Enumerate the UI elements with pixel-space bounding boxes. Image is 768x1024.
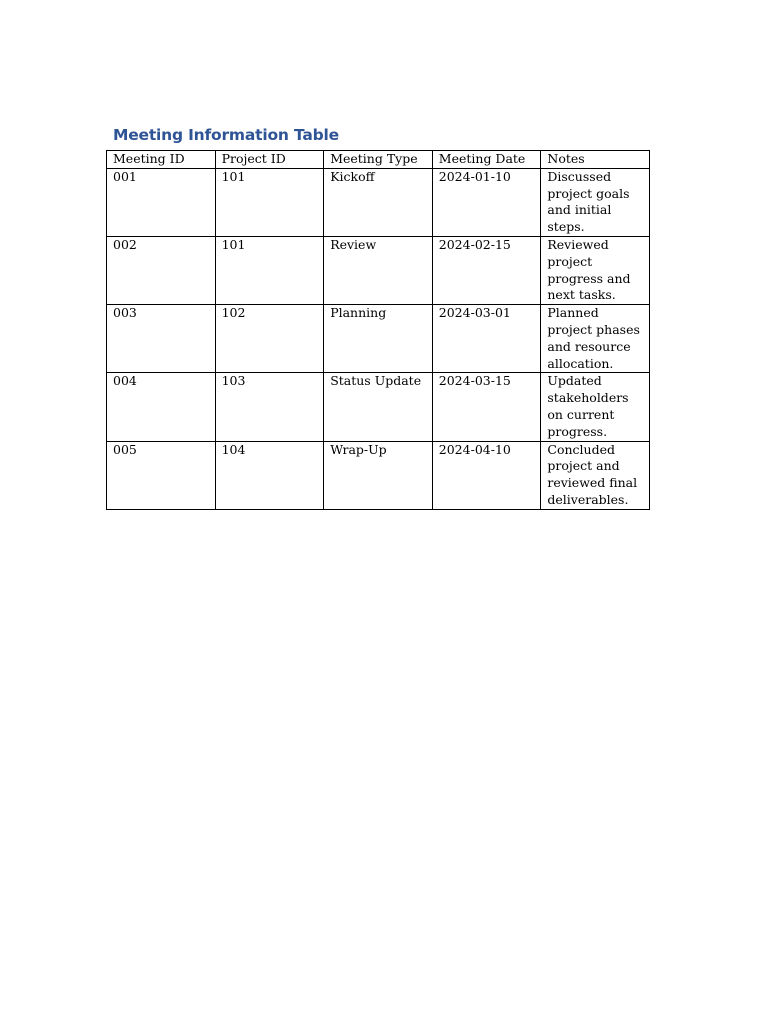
cell-meeting-date: 2024-04-10 xyxy=(432,441,541,509)
cell-meeting-date: 2024-02-15 xyxy=(432,236,541,304)
table-row xyxy=(107,305,650,373)
cell-meeting-date: 2024-01-10 xyxy=(432,168,541,236)
header-meeting-date: Meeting Date xyxy=(432,151,541,169)
cell-meeting-id: 003 xyxy=(107,305,216,373)
cell-notes: Updated stakeholders on current progress. xyxy=(541,373,650,441)
cell-meeting-type: Review xyxy=(324,236,433,304)
cell-notes: Reviewed project progress and next tasks. xyxy=(541,236,650,304)
cell-meeting-type: Planning xyxy=(324,305,433,373)
page-title: Meeting Information Table xyxy=(113,126,339,144)
cell-project-id: 101 xyxy=(215,236,324,304)
table-row xyxy=(107,373,650,441)
cell-project-id: 104 xyxy=(215,441,324,509)
cell-project-id: 103 xyxy=(215,373,324,441)
header-meeting-id: Meeting ID xyxy=(107,151,216,169)
table-header-row xyxy=(107,151,650,169)
cell-project-id: 102 xyxy=(215,305,324,373)
table-row xyxy=(107,236,650,304)
cell-meeting-date: 2024-03-15 xyxy=(432,373,541,441)
cell-meeting-type: Wrap-Up xyxy=(324,441,433,509)
cell-meeting-date: 2024-03-01 xyxy=(432,305,541,373)
cell-meeting-id: 002 xyxy=(107,236,216,304)
meeting-info-table xyxy=(106,150,650,510)
cell-project-id: 101 xyxy=(215,168,324,236)
cell-meeting-id: 005 xyxy=(107,441,216,509)
header-project-id: Project ID xyxy=(215,151,324,169)
cell-notes: Concluded project and reviewed final deliverables. xyxy=(541,441,650,509)
cell-notes: Planned project phases and resource allocation. xyxy=(541,305,650,373)
cell-meeting-id: 001 xyxy=(107,168,216,236)
cell-meeting-type: Kickoff xyxy=(324,168,433,236)
cell-meeting-type: Status Update xyxy=(324,373,433,441)
table-row xyxy=(107,168,650,236)
cell-meeting-id: 004 xyxy=(107,373,216,441)
header-meeting-type: Meeting Type xyxy=(324,151,433,169)
table-row xyxy=(107,441,650,509)
header-notes: Notes xyxy=(541,151,650,169)
cell-notes: Discussed project goals and initial steps. xyxy=(541,168,650,236)
